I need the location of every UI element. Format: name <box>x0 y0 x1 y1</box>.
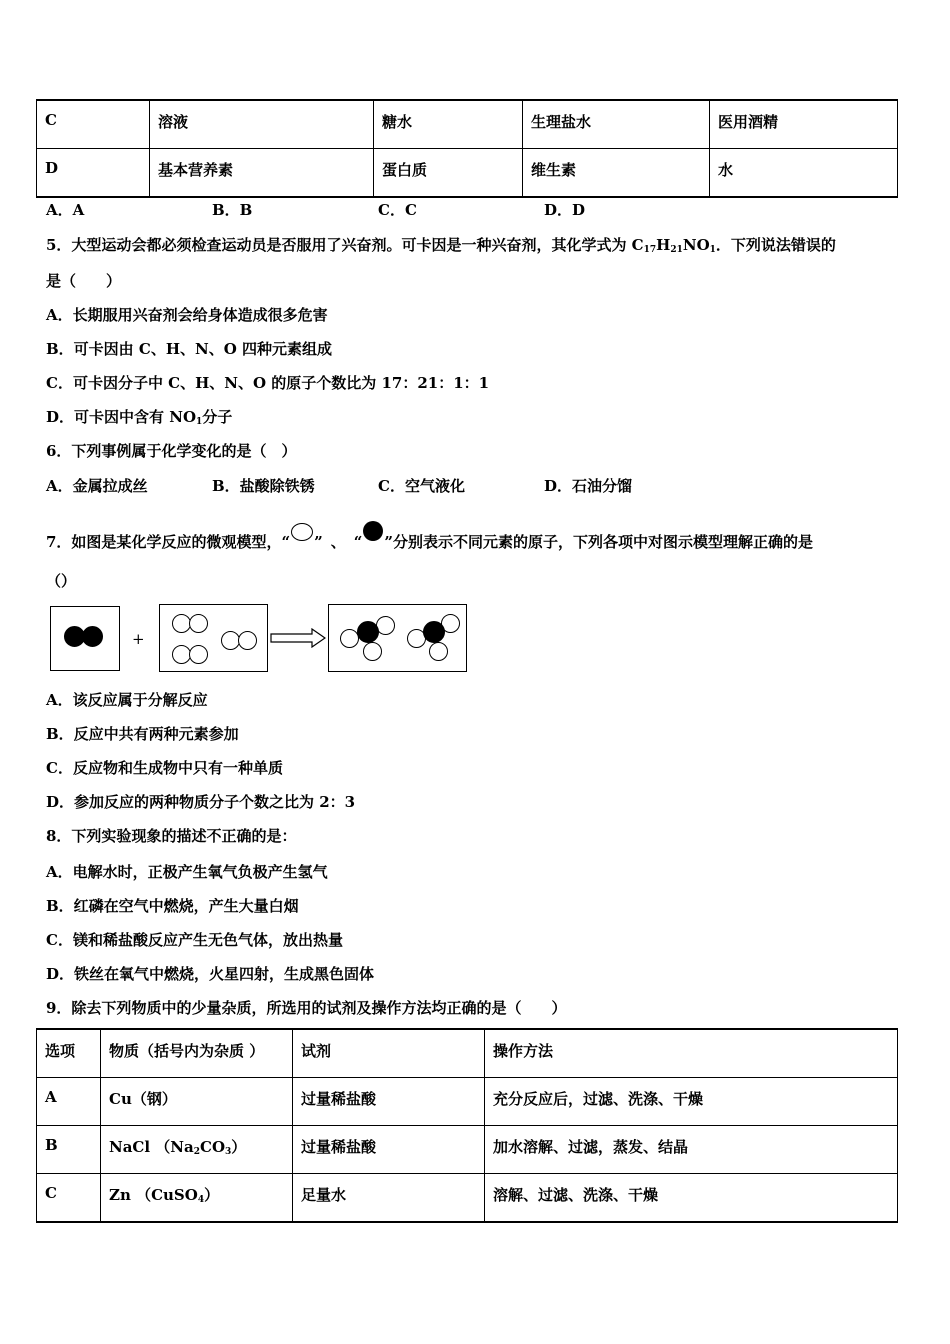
table-cell: 糖水 <box>374 100 523 149</box>
q7-option-a[interactable]: A．该反应属于分解反应 <box>46 691 208 709</box>
white-atom <box>429 642 448 661</box>
q8-stem: 8．下列实验现象的描述不正确的是： <box>46 827 297 845</box>
q7-stem-line2: （） <box>46 572 77 590</box>
table-cell: 水 <box>710 149 898 198</box>
q6-option-b[interactable]: B．盐酸除铁锈 <box>212 477 315 495</box>
q5-option-a[interactable]: A．长期服用兴奋剂会给身体造成很多危害 <box>46 306 328 324</box>
q7-option-d[interactable]: D．参加反应的两种物质分子个数之比为 2：3 <box>46 793 356 811</box>
q5-option-b[interactable]: B．可卡因由 C、H、N、O 四种元素组成 <box>46 340 333 358</box>
table-cell: 溶液 <box>150 100 374 149</box>
reactant-box-1 <box>50 606 120 671</box>
classification-table <box>36 99 898 198</box>
q9-stem: 9．除去下列物质中的少量杂质，所选用的试剂及操作方法均正确的是（ ） <box>46 999 567 1017</box>
q4-option-a[interactable]: A．A <box>46 201 85 219</box>
table-header-row <box>37 1029 898 1078</box>
table-cell: D <box>37 149 150 198</box>
white-atom <box>189 614 208 633</box>
q4-option-c[interactable]: C．C <box>378 201 417 219</box>
q8-option-c[interactable]: C．镁和稀盐酸反应产生无色气体，放出热量 <box>46 931 343 949</box>
table-cell: 过量稀盐酸 <box>293 1078 485 1126</box>
table-header: 选项 <box>37 1029 101 1078</box>
table-cell: 充分反应后，过滤、洗涤、干燥 <box>485 1078 898 1126</box>
table-row <box>37 1078 898 1126</box>
table-cell: 溶解、过滤、洗涤、干燥 <box>485 1174 898 1223</box>
q8-option-d[interactable]: D．铁丝在氧气中燃烧，火星四射，生成黑色固体 <box>46 965 375 983</box>
q7-stem: 7．如图是某化学反应的微观模型，“ ” 、 “ ”分别表示不同元素的原子，下列各项中对图示模型理解正确的是 <box>46 521 813 552</box>
q8-option-a[interactable]: A．电解水时，正极产生氧气负极产生氢气 <box>46 863 328 881</box>
table-row <box>37 1126 898 1174</box>
q6-options <box>46 475 632 496</box>
white-atom <box>238 631 257 650</box>
table-cell: 维生素 <box>523 149 710 198</box>
table-cell: Cu（钢） <box>101 1078 293 1126</box>
q6-option-d[interactable]: D．石油分馏 <box>544 477 633 495</box>
table-cell: 医用酒精 <box>710 100 898 149</box>
white-atom <box>363 642 382 661</box>
table-cell: A <box>37 1078 101 1126</box>
black-atom <box>357 621 379 643</box>
table-row <box>37 149 898 198</box>
table-header: 物质（括号内为杂质 ） <box>101 1029 293 1078</box>
plus-sign: + <box>132 630 145 648</box>
table-cell: 蛋白质 <box>374 149 523 198</box>
table-header: 试剂 <box>293 1029 485 1078</box>
q7-option-c[interactable]: C．反应物和生成物中只有一种单质 <box>46 759 283 777</box>
q4-option-d[interactable]: D．D <box>544 201 586 219</box>
q6-option-c[interactable]: C．空气液化 <box>378 477 465 495</box>
q6-option-a[interactable]: A．金属拉成丝 <box>46 477 148 495</box>
white-atom-icon <box>291 523 313 541</box>
table-cell: 过量稀盐酸 <box>293 1126 485 1174</box>
q5-option-c[interactable]: C．可卡因分子中 C、H、N、O 的原子个数比为 17：21：1：1 <box>46 374 490 392</box>
table-cell: C <box>37 1174 101 1223</box>
impurity-table <box>36 1028 898 1223</box>
table-cell: 足量水 <box>293 1174 485 1223</box>
q7-option-b[interactable]: B．反应中共有两种元素参加 <box>46 725 239 743</box>
q8-option-b[interactable]: B．红磷在空气中燃烧，产生大量白烟 <box>46 897 299 915</box>
product-box <box>328 604 467 672</box>
q5-stem-line2: 是（ ） <box>46 272 122 290</box>
q5-option-d[interactable]: D．可卡因中含有 $NO_1$分子 <box>46 408 233 427</box>
table-cell: C <box>37 100 150 149</box>
table-cell: 生理盐水 <box>523 100 710 149</box>
table-cell: Zn （CuSO$_4$） <box>101 1174 293 1223</box>
table-row <box>37 100 898 149</box>
black-atom <box>423 621 445 643</box>
reaction-arrow-icon <box>270 628 326 648</box>
q4-option-b[interactable]: B．B <box>212 201 253 219</box>
table-header: 操作方法 <box>485 1029 898 1078</box>
q6-stem: 6．下列事例属于化学变化的是（ ） <box>46 442 297 460</box>
black-atom <box>82 626 103 647</box>
q4-options <box>46 199 585 220</box>
q5-stem: 5．大型运动会都必须检查运动员是否服用了兴奋剂。可卡因是一种兴奋剂，其化学式为 $C_{17}H_{21}NO_1$．下列说法错误的 <box>46 236 836 255</box>
table-row <box>37 1174 898 1223</box>
table-cell: 基本营养素 <box>150 149 374 198</box>
black-atom-icon <box>363 521 383 541</box>
reactant-box-2 <box>159 604 268 672</box>
table-cell: NaCl $(Na_2CO_3)$ <box>101 1126 293 1174</box>
table-cell: 加水溶解、过滤，蒸发、结晶 <box>485 1126 898 1174</box>
white-atom <box>189 645 208 664</box>
table-cell: B <box>37 1126 101 1174</box>
